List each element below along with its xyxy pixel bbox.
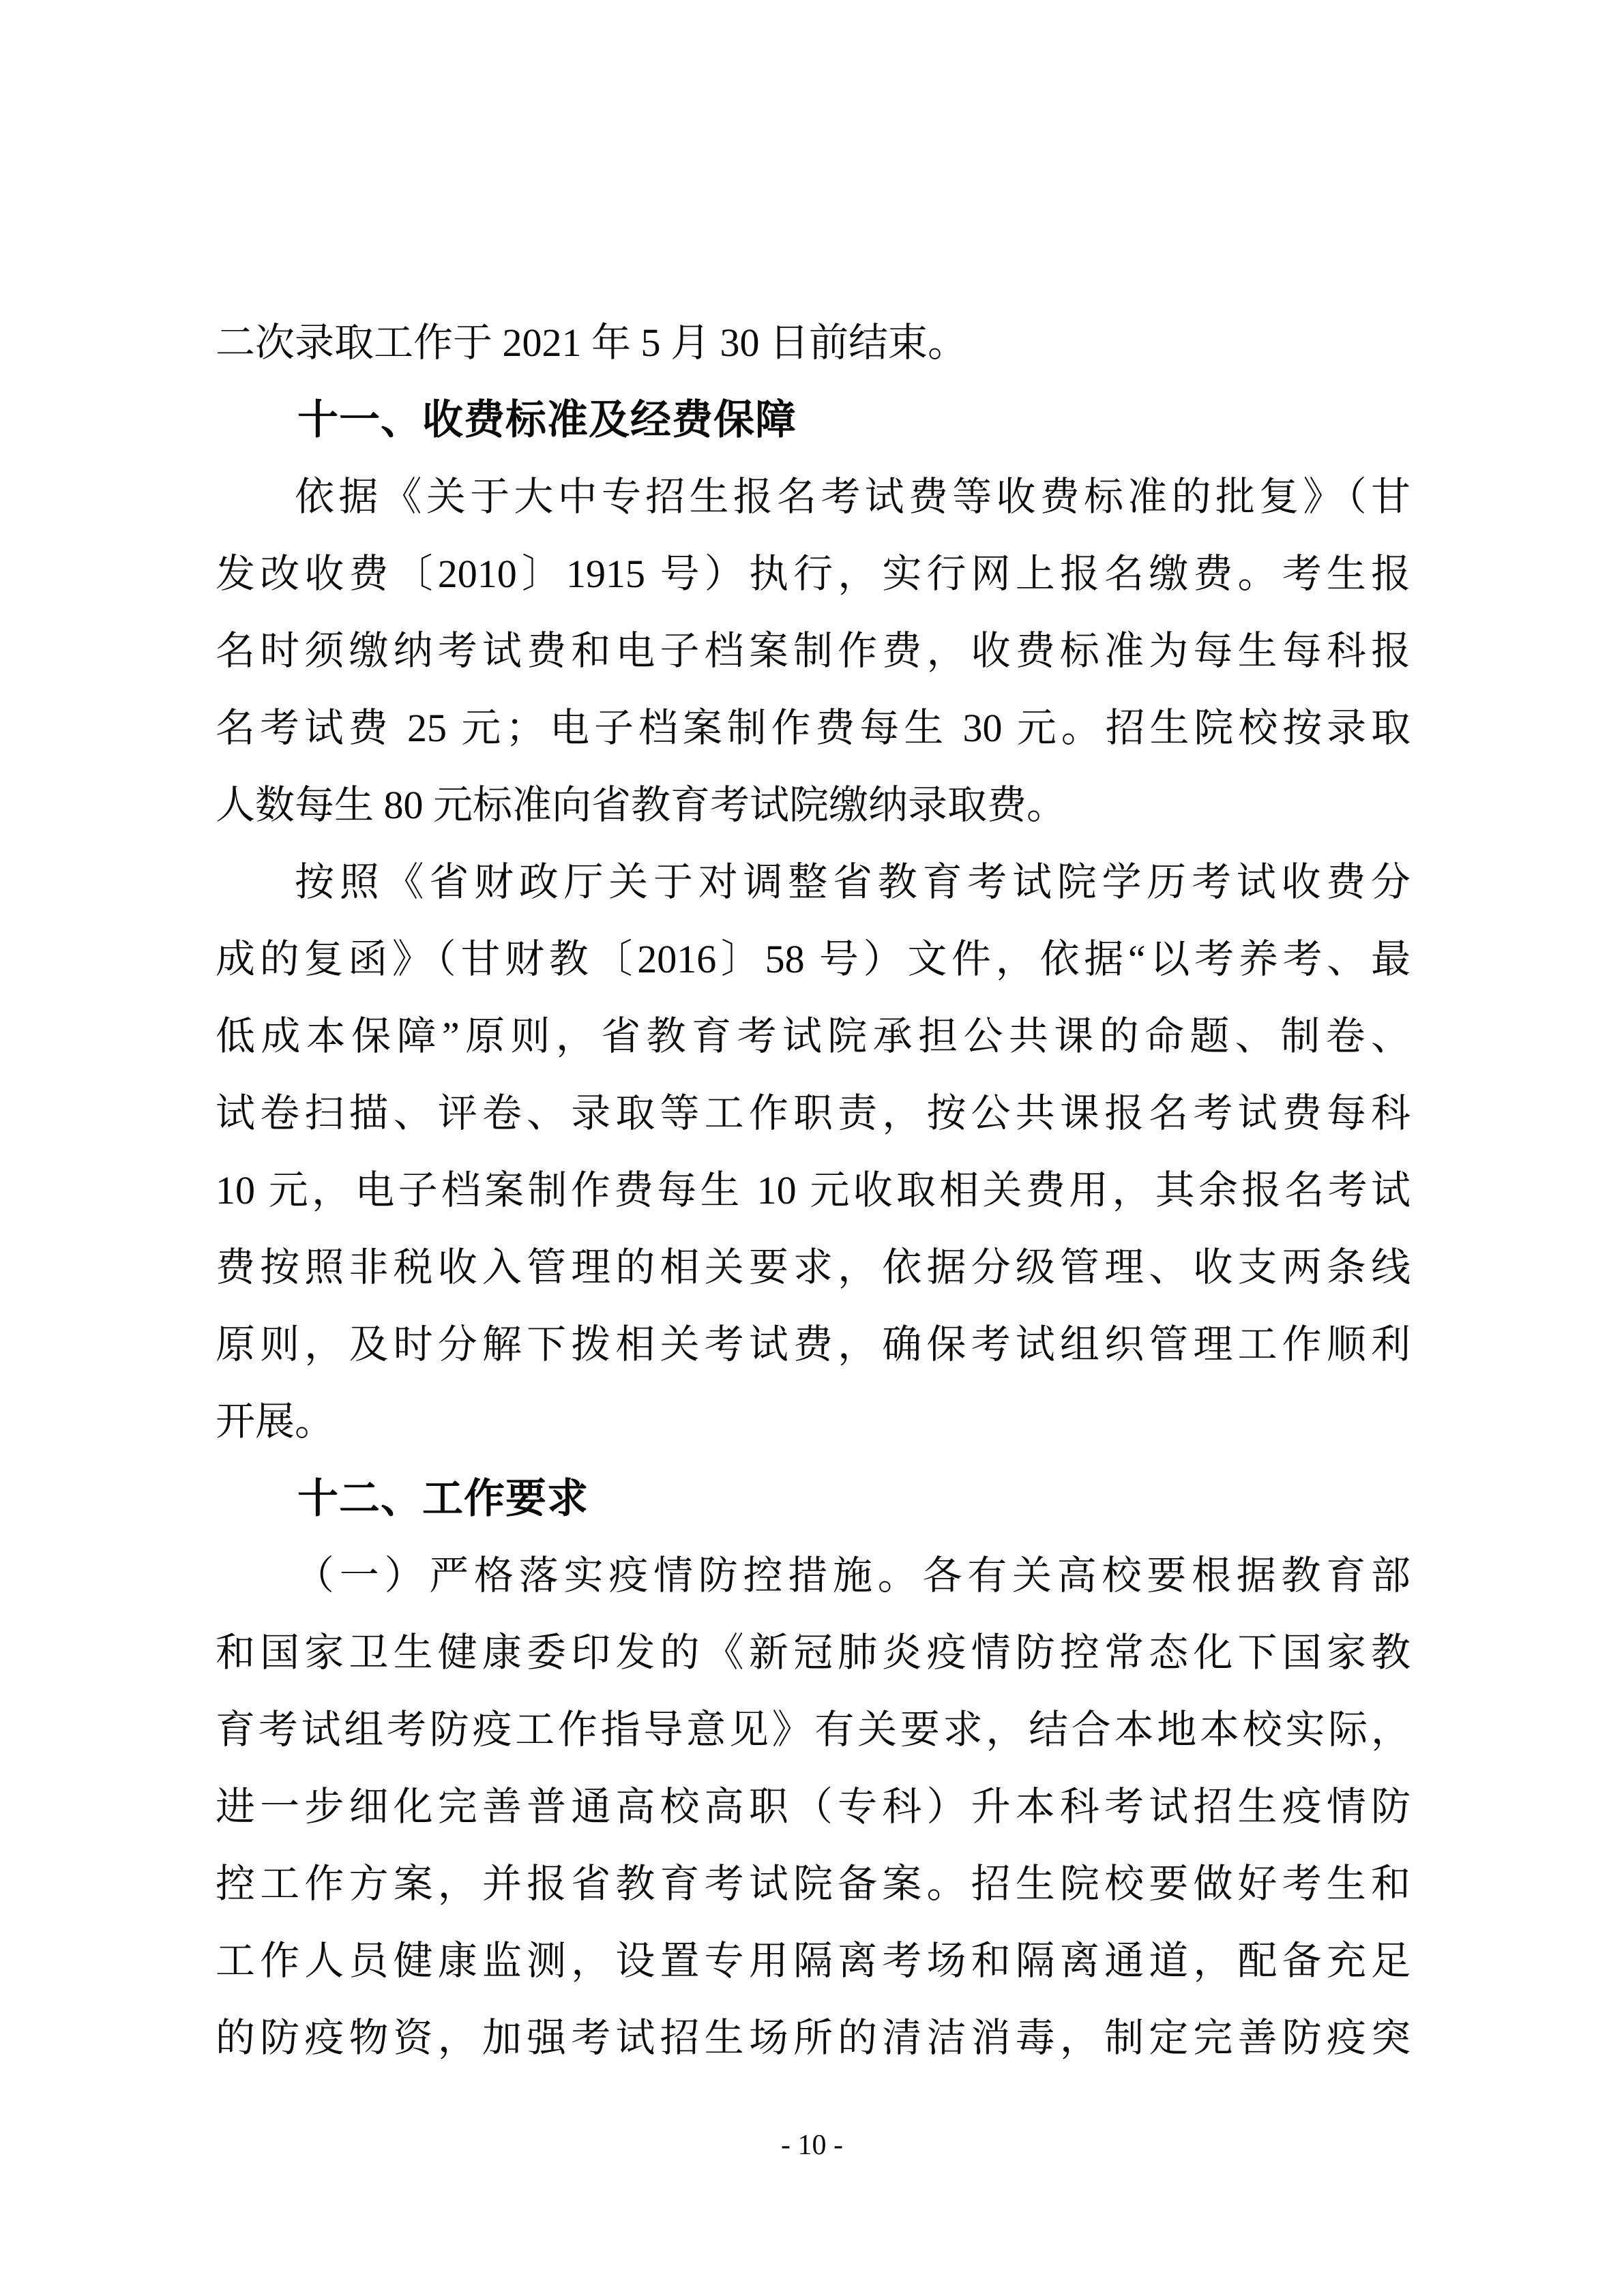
- body-line: 开展。: [216, 1399, 335, 1444]
- body-line: 成的复函》（甘财教〔2016〕58 号）文件，依据“以考养考、最: [216, 937, 1411, 981]
- body-line: 和国家卫生健康委印发的《新冠肺炎疫情防控常态化下国家教: [216, 1630, 1411, 1675]
- body-line: 名考试费 25 元；电子档案制作费每生 30 元。招生院校按录取: [216, 706, 1411, 750]
- body-line: 育考试组考防疫工作指导意见》有关要求，结合本地本校实际，: [216, 1708, 1411, 1752]
- body-line: 的防疫物资，加强考试招生场所的清洁消毒，制定完善防疫突: [216, 2016, 1411, 2060]
- body-line: 名时须缴纳考试费和电子档案制作费，收费标准为每生每科报: [216, 629, 1411, 673]
- section-heading: 十一、收费标准及经费保障: [297, 397, 797, 443]
- body-line: 控工作方案，并报省教育考试院备案。招生院校要做好考生和: [216, 1862, 1411, 1906]
- section-heading: 十二、工作要求: [297, 1476, 589, 1521]
- body-line: （一）严格落实疫情防控措施。各有关高校要根据教育部: [295, 1553, 1411, 1598]
- body-line: 原则，及时分解下拨相关考试费，确保考试组织管理工作顺利: [216, 1322, 1411, 1367]
- body-line: 工作人员健康监测，设置专用隔离考场和隔离通道，配备充足: [216, 1939, 1411, 1983]
- body-line: 试卷扫描、评卷、录取等工作职责，按公共课报名考试费每科: [216, 1091, 1411, 1135]
- body-line: 发改收费〔2010〕1915 号）执行，实行网上报名缴费。考生报: [216, 552, 1411, 596]
- body-line: 人数每生 80 元标准向省教育考试院缴纳录取费。: [216, 783, 1067, 827]
- body-line: 进一步细化完善普通高校高职（专科）升本科考试招生疫情防: [216, 1785, 1411, 1829]
- body-line: 按照《省财政厅关于对调整省教育考试院学历考试收费分: [295, 860, 1411, 904]
- body-line: 二次录取工作于 2021 年 5 月 30 日前结束。: [216, 320, 968, 365]
- page-number: - 10 -: [781, 2130, 843, 2161]
- body-line: 低成本保障”原则，省教育考试院承担公共课的命题、制卷、: [216, 1014, 1411, 1058]
- body-line: 费按照非税收入管理的相关要求，依据分级管理、收支两条线: [216, 1245, 1411, 1289]
- body-line: 依据《关于大中专招生报名考试费等收费标准的批复》（甘: [295, 475, 1411, 519]
- document-body: [216, 304, 1411, 2076]
- body-line: 10 元，电子档案制作费每生 10 元收取相关费用，其余报名考试: [216, 1168, 1411, 1212]
